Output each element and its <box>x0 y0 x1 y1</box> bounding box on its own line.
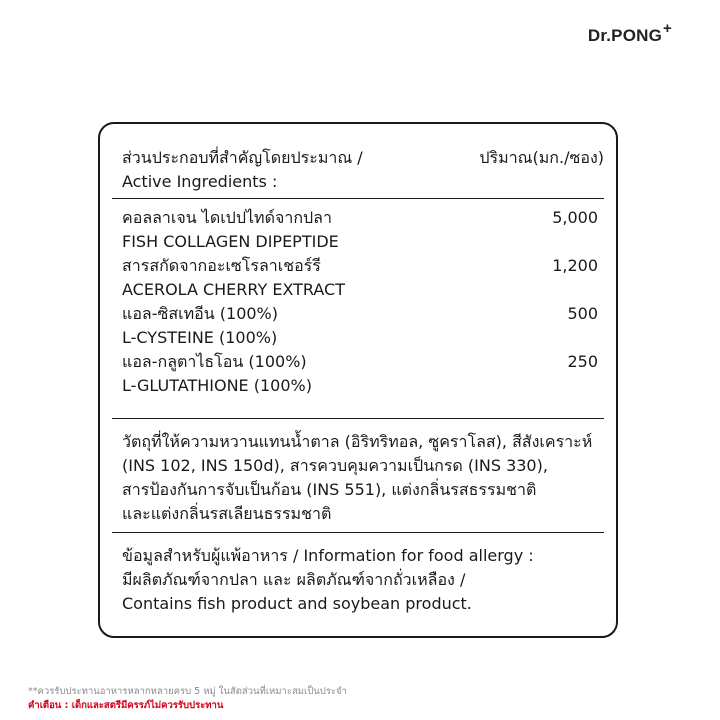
divider <box>112 198 604 199</box>
allergy-line: มีผลิตภัณฑ์จากปลา และ ผลิตภัณฑ์จากถั่วเหลือง / <box>122 570 466 589</box>
brand-logo <box>587 20 672 46</box>
ingredient-row <box>122 206 598 254</box>
additives-line: (INS 102, INS 150d), สารควบคุมความเป็นกรด (INS 330), <box>122 456 548 475</box>
divider <box>112 532 604 533</box>
ingredient-name-th: แอล-กลูตาไธโอน (100%) <box>122 352 307 371</box>
ingredients-panel <box>98 122 618 638</box>
ingredient-amount: 1,200 <box>552 256 598 275</box>
ingredient-row <box>122 350 598 398</box>
ingredient-row <box>122 302 598 350</box>
plus-icon: + <box>663 20 672 37</box>
additives-line: วัตถุที่ให้ความหวานแทนน้ำตาล (อิริทริทอล, ซูคราโลส), สีสังเคราะห์ <box>122 432 593 451</box>
ingredient-amount: 5,000 <box>552 208 598 227</box>
ingredient-name-en: ACEROLA CHERRY EXTRACT <box>122 280 345 299</box>
warning-text: คำเตือน : เด็กและสตรีมีครรภ์ไม่ควรรับประทาน <box>28 700 224 711</box>
ingredient-row <box>122 254 598 302</box>
additives-line: สารป้องกันการจับเป็นก้อน (INS 551), แต่งกลิ่นรสธรรมชาติ <box>122 480 537 499</box>
ingredients-label-en: Active Ingredients : <box>122 172 278 191</box>
divider <box>112 418 604 419</box>
footnote: **ควรรับประทานอาหารหลากหลายครบ 5 หมู่ ในสัดส่วนที่เหมาะสมเป็นประจำ <box>28 686 347 697</box>
brand-name: Dr.PONG <box>587 26 663 45</box>
allergy-line: ข้อมูลสำหรับผู้แพ้อาหาร / Information for food allergy : <box>122 546 534 565</box>
ingredient-amount: 500 <box>567 304 598 323</box>
additives-line: และแต่งกลิ่นรสเลียนธรรมชาติ <box>122 504 332 523</box>
ingredients-label-th: ส่วนประกอบที่สำคัญโดยประมาณ / <box>122 148 363 167</box>
ingredient-name-th: คอลลาเจน ไดเปปไทด์จากปลา <box>122 208 332 227</box>
allergy-line: Contains fish product and soybean product. <box>122 594 472 613</box>
ingredient-amount: 250 <box>567 352 598 371</box>
ingredient-name-th: สารสกัดจากอะเซโรลาเชอร์รี <box>122 256 321 275</box>
ingredient-name-en: L-GLUTATHIONE (100%) <box>122 376 312 395</box>
amount-label: ปริมาณ(มก./ซอง) <box>479 148 604 167</box>
ingredient-name-en: FISH COLLAGEN DIPEPTIDE <box>122 232 339 251</box>
ingredient-name-th: แอล-ซิสเทอีน (100%) <box>122 304 278 323</box>
ingredient-name-en: L-CYSTEINE (100%) <box>122 328 278 347</box>
